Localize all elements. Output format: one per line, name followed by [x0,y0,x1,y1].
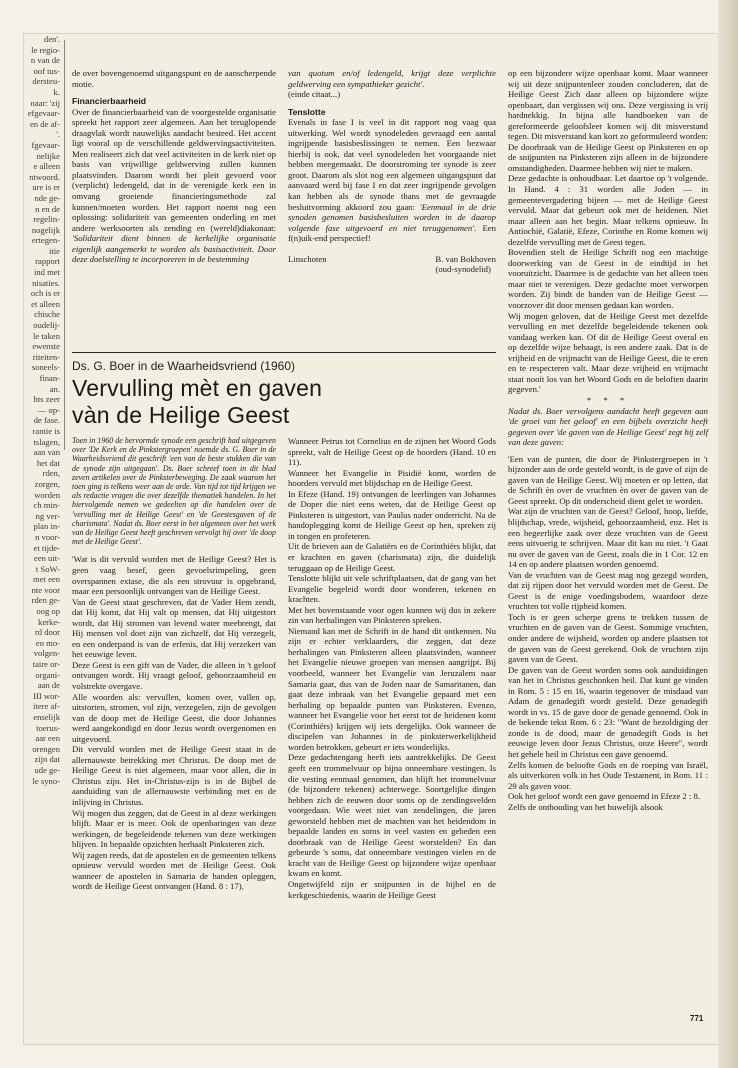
signature-role: (oud-synodelid) [435,264,491,275]
strip-line: n van de [30,55,60,66]
strip-line: nisaties. [32,277,60,288]
strip-line: regelin- [33,214,60,225]
strip-line: ure is er [32,182,60,193]
strip-line: itere af- [33,701,60,712]
paragraph: Over de financierbaarheid van de voorgestelde organisatie spreekt het rapport zeer algemeen. Aan het teruglopende draagvlak wordt nauwelijks aandacht besteed. Het accent ligt vooral op de verschillende geldwervingsactiviteiten. Men realiseert zich dat veel activiteiten in de kerk niet op basis van vrijwillige geldwerving zullen kunnen plaatsvinden. Daarom wordt het pleit gevoerd voor (verplicht) ledengeld, dat in de verenigde kerk een in omvang groeiende financieringsmethode zal kunnen/moeten worden. Het rapport noemt nog een oplossing: solidariteit van gemeenten onderling en met andere werksoorten als zending en (wereld)diakonaat: 'Solidariteit dient binnen de kerkelijke organisatie eigenlijk aangemerkt te worden als basisactiviteit. Door deze doelstelling te incorporeren in de bestemming [72,106,276,265]
strip-line: et alleen [31,298,60,309]
strip-line: de fase. [33,415,60,426]
paragraph: Wij mogen geloven, dat de Heilige Geest met dezelfde vervulling en met dezelfde begeleidende tekenen ook vandaag werken kan. Of dit de Heilige Geest overal en op dezelfde wijze behaagt, is een andere zaak. Dat is de vrijheid en de vrijmacht van de Heilige Geest, die te eren en te respecteren valt. Maar deze vrijheid en vrijmacht staat nooit los van het Woord Gods en de beloften daarin gegeven.' [508,310,708,395]
paragraph: Ongetwijfeld zijn er snijpunten in de bijbel en de kerkgeschiedenis, waarin de Heilige Geest [288,878,496,900]
strip-line: t SoW- [35,563,60,574]
paragraph: In Efeze (Hand. 19) ontvangen de leerlingen van Johannes de Doper die niet eens weten, dat de Heilige Geest op Pinksteren is uitgestort, van Paulus nader onderricht. Na de handoplegging komt de Heilige Geest op hen, spreken zij in tongen en profeteren. [288,488,496,541]
strip-line: zijn dat [34,754,60,765]
paragraph: Evenals in fase I is veel in dit rapport nog vaag qua uitwerking. Wel wordt synodeleden gevraagd een aantal ingrijpende basisbeslissingen te nemen. Een bezwaar hierbij is ook, dat veel synodeleden het voorgaande niet hebben meegemaakt. De doorstroming ter synode is zeer groot. Daarom als slot nog een algemeen uitgangspunt dat aanvaard werd bij fase I en dat zeer ingrijpende gevolgen kan hebben als de synode thans met de gevraagde besluitvorming akkoord zou gaan: 'Eenmaal in de drie synoden genomen basisbesluiten worden in de daarop volgende fase uitgevoerd en niet teruggenomen'. Een f(n)uik-end perspectief! [288,117,497,244]
strip-line: taire or- [32,659,60,670]
strip-line: hts zeer [33,394,60,405]
strip-line: fgevaar- [31,139,60,150]
paragraph: Tenslotte blijkt uit vele schriftplaatsen, dat de gang van het Evangelie begeleid wordt door wonderen, tekenen en krachten. [288,573,496,605]
strip-line: toerus- [36,722,60,733]
strip-line: ind met [33,267,60,278]
section-separator: * * * [586,394,630,405]
paragraph-quote: van quotum en/of ledengeld, krijgt deze verplichte geldwerving een sympathieker gezicht'. [288,68,496,89]
strip-line: n voor- [35,531,60,542]
strip-line: aan de [37,680,60,691]
paragraph: Zelfs komen de beloofte Gods en de roeping van Israël, als uitverkoren volk in het Oude Testament, in Rom. 11 : 29 als gaven voor. [508,759,708,791]
paragraph: 'Wat is dit vervuld worden met de Heilige Geest? Het is geen vaag besef, geen gevoelsrimpeling, geen overspannen extase, die als een strovuur is opgebrand, maar een persoonlijk ontvangen van de Heilige Geest. [72,554,276,597]
strip-line: rapport [35,256,60,267]
paragraph: Van de vruchten van de Geest mag nog gezegd worden, dat zij rijpen door het vervuld worden met de Geest. De Geest is de enige voedingsbodem, waardoor deze vruchten tot volle rijpheid komen. [508,569,708,612]
strip-line: een uit- [33,553,60,564]
strip-line: organi- [35,669,60,680]
strip-line: nte voor [31,584,60,595]
strip-line: itie [49,245,60,256]
paragraph: op een bijzondere wijze openbaar komt. Maar wanneer wij uit deze snijpuntenleer zouden concluderen, dat de Heilige Geest Zich daar alleen op bijzondere wijze openbaart, dan vergissen wij ons. Deze vergissing is vrij hardnekkig. In bijna alle handboeken van de gereformeerde geloofsleer komen wij dit misverstand tegen. Dit misverstand kan kort zo geformuleerd worden: De doorbraak van de Heilige Geest op Pinksteren en op de snijpunten na Pinksteren zijn alleen in de bijzondere omstandigheden. Daarmee hebben wij niet te maken. [508,68,708,173]
strip-line: en de af- [29,118,60,129]
strip-line: het dat [36,457,60,468]
strip-line: met een [33,574,60,585]
top-column-2 [288,68,496,275]
article-column-3 [508,68,708,812]
strip-line: naar: 'zij [30,97,60,108]
strip-line: oof tus- [33,65,60,76]
strip-line: rden, [42,468,60,479]
strip-line: aan van [33,447,60,458]
paragraph: Alle woorden als: vervullen, komen over, vallen op, uitstorten, stromen, vol zijn, verzegelen, zijn de gevolgen van de doop met de Heilige Geest, die door Johannes werd aangekondigd en door Jezus wordt overgenomen en uitgevoerd. [72,691,276,744]
article-top-rule [72,352,496,353]
strip-line: nde ge- [34,192,60,203]
paragraph: Ook het geloof wordt een gave genoemd in Efeze 2 : 8. [508,791,701,802]
paragraph: Uit de brieven aan de Galatiërs en de Corinthiërs blijkt, dat er krachten en gaven (charismata) zijn, die duidelijk teruggaan op de Heilige Geest. [288,541,496,573]
strip-line: orengen [32,743,60,754]
strip-line: och is er [30,288,60,299]
strip-line: nogelijk [31,224,60,235]
strip-line: efgevaar- [27,108,60,119]
top-column-1 [72,68,276,265]
paragraph: Wat zijn de vruchten van de Geest? Geloof, hoop, liefde, blijdschap, vrede, wijsheid, gehoorzaamheid, enz. Het is een begeerlijke zaak over deze vruchten van de Geest eens uitvoerig te schrijven. Maar dit kan nu niet. 't Gaat nu over de gaven van de Geest, zoals die in 1 Cor. 12 en 14 en op andere plaatsen worden genoemd. [508,506,708,570]
article-column-1 [72,436,276,892]
page-number: 771 [690,1014,704,1023]
paragraph: Toch is er geen scherpe grens te trekken tussen de vruchten en de gaven van de Geest. Sommige vruchten, onder andere de wijsheid, worden op andere plaatsen tot de gaven van de Geest gerekend. Ook de vruchten zijn gaven van de Geest. [508,611,708,665]
strip-line: zorgen, [34,478,60,489]
strip-line: an. [49,383,60,394]
strip-line: k. [53,86,60,97]
subheading-financierbaarheid: Financierbaarheid [72,96,147,107]
strip-line: '. [56,129,60,140]
paragraph: Met het bovenstaande voor ogen kunnen wij dus in zekere zin van herhalingen van Pinksteren spreken. [288,604,496,626]
strip-line: dersteu- [32,76,60,87]
article-intro: Toen in 1960 de hervormde synode een geschrift had uitgegeven over 'De Kerk en de Pinkstergroepen' noemde ds. G. Boer in de Waarheidsvriend dit geschrift 'een van de beste stukken die van de synode zijn uitgegaan'. Ds. Boer schreef toen in dit blad zeven artikelen over de Pinksterbeweging. De zaak waarom het toen ging is telkens weer aan de orde. Van tijd tot tijd krijgen we als redactie vragen die over dezelfde thematiek handelen. In het hiervolgende nemen we gedeelten op die handelen over de 'vervulling met de Heilige Geest' en 'de Geestesgaven of de charismata'. Nadat ds. Boer eerst in het algemeen over het werk van de Heilige Geest heeft geschreven vervolgt hij over 'de doop met de Heilige Geest'. [72,436,276,547]
strip-line: den'. [43,34,60,44]
paragraph: Deze Geest is een gift van de Vader, die alleen in 't geloof ontvangen wordt. Hij vraagt geloof, gehoorzaamheid en volstrekte overgave. [72,659,276,691]
signature [288,254,496,275]
strip-line: — op- [37,404,60,415]
article-kicker: Ds. G. Boer in de Waarheidsvriend (1960) [72,359,295,373]
strip-line: riteiten- [32,351,60,362]
paragraph: Niemand kan met de Schrift in de hand dit ontkennen. Nu zijn er echter verklaarders, die zeggen, dat deze herhalingen van Pinksteren alleen plaatsvinden, wanneer het Evangelie nieuwe groepen van mensen aangrijpt. Bij voorbeeld, wanneer het Evangelie van Jeruzalem naar Samaria gaat, dus van de Joden naar de Samaritanen, dan gaat deze inbraak van het Evangelie gepaard met een herhaling op bepaalde punten van Pinksteren. Evenzo, wanneer het Evangelie voor het eerst tot de heidenen komt (Corinthiërs) krijgen wij iets dergelijks. Ook wanneer de discipelen van Johannes in de pinksterwerkelijkheid worden betrokken, gebeurt er iets wonderlijks. [288,625,496,752]
strip-line: ng ver- [35,510,60,521]
previous-page-strip [24,34,60,1024]
signature-place: Linschoten [288,253,327,264]
strip-line: oog op [36,606,60,617]
strip-line: rantie is [32,425,60,436]
strip-line: oudelij- [33,320,60,331]
column-rule [64,40,65,450]
strip-line: III wor- [33,690,60,701]
strip-line: e alleen [33,161,60,172]
strip-line: n en de [35,203,60,214]
signature-author: B. van Bokhoven [435,253,496,264]
headline-line-2: vàn de Heilige Geest [72,402,290,428]
strip-line: rd door [34,627,60,638]
article-column-2 [288,436,496,900]
strip-line: enselijk [33,712,60,722]
strip-line: plan in- [33,521,60,532]
paragraph: Deze gedachtengang heeft iets aantrekkelijks. De Geest geeft een trommelvuur op bijna onneembare vestingen. Is die vesting eenmaal genomen, dan blijft het trommelvuur (de bijzondere tekenen) achterwege. Soortgelijke dingen hebben zich de eeuwen door soms op de zendingsvelden voorgedaan. Wie weet niet van zendelingen, die jaren geworsteld hebben met de machten van het heidendom in bepaalde landen en soms in veel vasten en gebeden een doorbraak van de Heilige Geest worstelden? En dan gebeurde 's soms, dat onneembare vestingen vielen en de kracht van de Heilige Geest op bijzondere wijze openbaar kwam en komt. [288,752,496,879]
paragraph: Van de Geest staat geschreven, dat de Vader Hem zendt, dat Hij komt, dat Hij valt op mensen, dat Hij uitgestort wordt, dat Hij stromen van levend water meebrengt, dat Hij mensen vol doet zijn van zichzelf, dat Hij verzegelt, en een onderpand is van de erfenis, dat Hij verzekert van het eeuwige leven. [72,596,276,660]
strip-line: ntwoord. [29,171,60,182]
strip-line: le taken [33,330,60,341]
strip-line: et tijde- [33,542,60,553]
page-edge [718,0,738,1068]
strip-line: rden ge- [31,595,60,606]
paragraph: De gaven van de Geest worden soms ook aanduidingen van het in Christus geschonken heil. Dat kunt ge vinden in Rom. 5 : 15 en 16, waarin tegenover de misdaad van Adam de genadegift wordt gesteld. Deze genadegift wordt in vs. 15 de gave door de genade genoemd. Ook in de bekende tekst Rom. 6 : 23: "Want de bezoldiging der zonde is de dood, maar de genadegift Gods is het eeuwige leven door Jezus Christus, onze Heere", wordt het gehele heil in Christus een gave genoemd. [508,664,708,759]
paragraph: Dit vervuld worden met de Heilige Geest staat in de allernauwste betrekking met Christus. De doop met de Heilige Geest is niet algemeen, maar voor allen, die in Christus zijn. Het in-Christus-zijn is in de Bijbel de aanduiding van de allernauwste verbinding met en de inlijving in Christus. [72,744,276,808]
strip-line: tslagen, [33,436,60,447]
paragraph: Wanneer Petrus tot Cornelius en de zijnen het Woord Gods spreekt, valt de Heilige Geest op de hoorders (Hand. 10 en 11). [288,436,496,468]
strip-line: kerke- [38,616,60,627]
strip-line: nelijke [36,150,60,161]
paragraph: Wij zagen reeds, dat de apostelen en de gemeenten telkens opnieuw vervuld worden met de Heilige Geest. Ook wanneer de apostelen in Samaria de handen opleggen, wordt de Heilige Geest ontvangen (Hand. 8 : 17). [72,849,276,892]
paragraph: de over bovengenoemd uitgangspunt en de aanscherpende motie. [72,68,276,89]
paragraph: 'Een van de punten, die door de Pinkstergroepen in 't bijzonder aan de orde gesteld wordt, is de gave of zijn de gaven van de Heilige Geest. Wij moeten er op letten, dat de Schrift èn over de vruchten èn over de gaven van de Geest spreekt. Op dit onderscheid dient gelet te worden. [508,453,708,506]
paragraph: Nadat ds. Boer vervolgens aandacht heeft gegeven aan 'de groei van het geloof' en een bijbels overzicht heeft gegeven over 'de gaven van de Heilige Geest' zegt hij zelf van deze gaven: [508,405,708,448]
paragraph: Wanneer het Evangelie in Pisidië komt, worden de hoorders vervuld met blijdschap en de Heilige Geest. [288,467,496,489]
strip-line: aar een [35,733,60,744]
headline-line-1: Vervulling mèt en gaven [72,375,323,401]
strip-line: ewenste [32,341,60,352]
paragraph: Wij mogen dus zeggen, dat de Geest in al deze werkingen blijft. Maar er is meer. Ook de openbaringen van deze werkingen, de begeleidende tekenen van deze werkingen blijven. In bepaalde opzichten herhaalt Pinksteren zich. [72,807,276,850]
strip-line: chische [34,309,60,320]
strip-line: ertegen- [31,235,60,246]
strip-line: le regio- [31,44,60,55]
strip-line: ch min- [33,500,60,511]
paragraph: (einde citaat...) [288,89,341,100]
paragraph: Zelfs de onthouding van het huwelijk alsook [508,801,663,812]
strip-line: volgen- [33,648,60,659]
strip-line: le syno- [32,775,60,786]
strip-line: soneels- [31,362,60,373]
paragraph: Deze gedachte is onhoudbaar. Let daartoe op 't volgende. In Hand. 4 : 31 worden alle Joden — in gemeentevergadering bijeen — met de Heilige Geest vervuld. Maar dat gebeurt ook met de heidenen. Niet maar alleen aan het begin. Maar telkens opnieuw. In Antiochië, Galatië, Efeze, Corinthe en Rome komen wij dezelfde vervulling met de Geest tegen. [508,173,708,247]
strip-line: finan- [39,373,60,383]
subheading-tenslotte: Tenslotte [288,106,326,117]
paragraph: Bovendien stelt de Heilige Schrift nog een machtige doorwerking van de Geest in de eindtijd in het vooruitzicht. Daarmee is de gedachte van het alleen toen maar niet te verenigen. Deze gedachte moet verworpen worden. Zij bindt de handen van de Heilige Geest — voorzover dit door mensen gedaan kan worden. [508,247,708,311]
strip-line: ude ge- [34,764,60,775]
strip-line: en mo- [35,637,60,648]
strip-line: worden [34,489,60,500]
